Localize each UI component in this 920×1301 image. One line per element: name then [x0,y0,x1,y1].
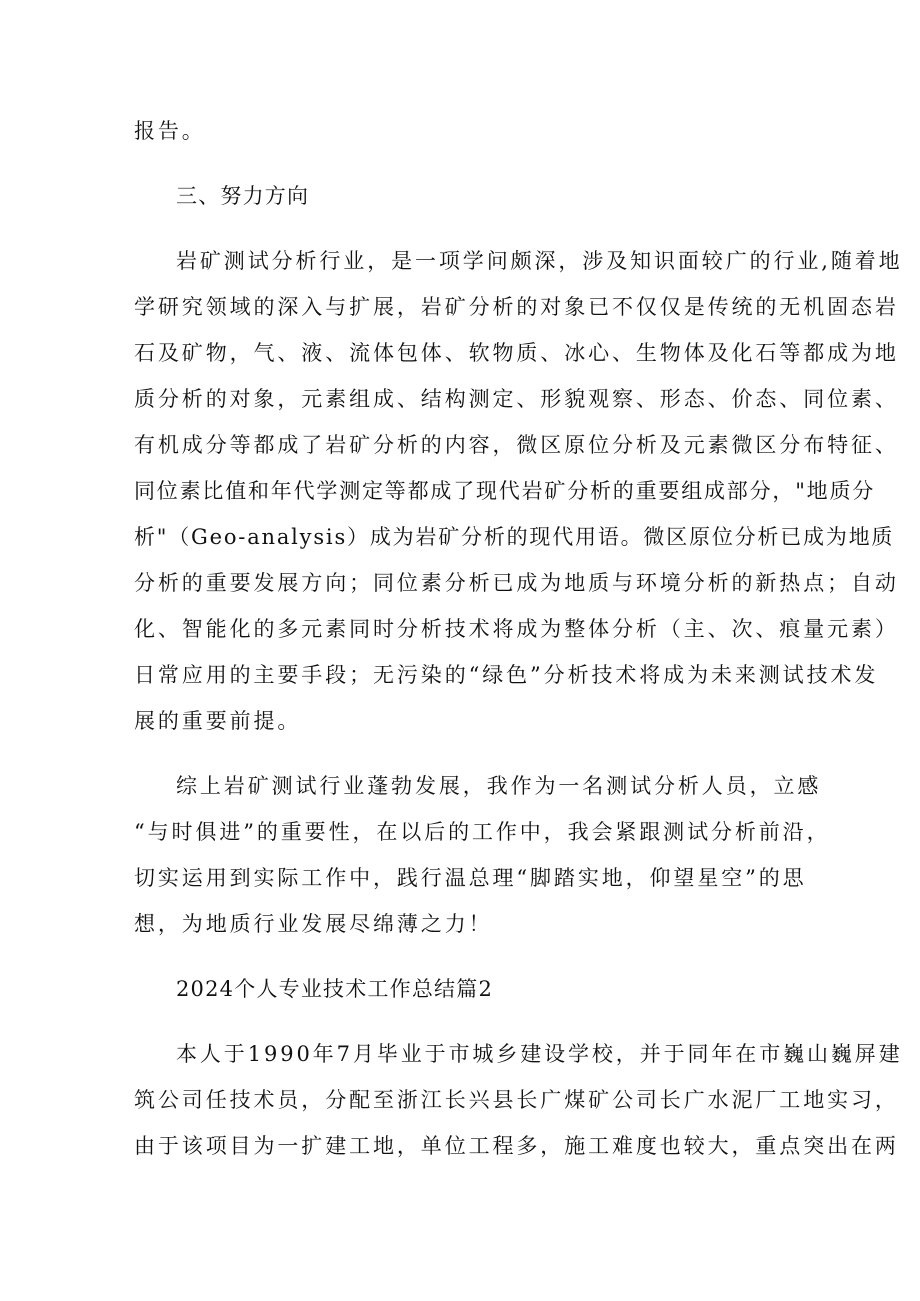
paragraph-line: 日常应用的主要手段；无污染的“绿色”分析技术将成为未来测试技术发 [134,663,879,687]
paragraph-line: 学研究领域的深入与扩展，岩矿分析的对象已不仅仅是传统的无机固态岩 [134,295,899,319]
paragraph-line: 展的重要前提。 [134,709,302,733]
paragraph-line: 报告。 [134,119,206,143]
paragraph-line: “与时俱进”的重要性，在以后的工作中，我会紧跟测试分析前沿， [134,820,831,844]
section-heading: 三、努力方向 [176,184,310,208]
paragraph-line: 由于该项目为一扩建工地，单位工程多，施工难度也较大，重点突出在两 [134,1134,899,1158]
paragraph-line: 析"（Geo-analysis）成为岩矿分析的现代用语。微区原位分析已成为地质 [134,525,895,549]
paragraph-line: 筑公司任技术员，分配至浙江长兴县长广煤矿公司长广水泥厂工地实习， [134,1088,899,1112]
paragraph-line: 质分析的对象，元素组成、结构测定、形貌观察、形态、价态、同位素、 [134,387,899,411]
paragraph-line: 石及矿物，气、液、流体包体、软物质、冰心、生物体及化石等都成为地 [134,341,899,365]
paragraph-line: 综上岩矿测试行业蓬勃发展，我作为一名测试分析人员，立感 [176,774,822,798]
paragraph-line: 分析的重要发展方向；同位素分析已成为地质与环境分析的新热点；自动 [134,571,899,595]
paragraph-line: 同位素比值和年代学测定等都成了现代岩矿分析的重要组成部分，"地质分 [134,479,876,503]
paragraph-line: 有机成分等都成了岩矿分析的内容，微区原位分析及元素微区分布特征、 [134,433,899,457]
paragraph-line: 岩矿测试分析行业，是一项学问颇深，涉及知识面较广的行业,随着地 [176,249,903,273]
paragraph-line: 想，为地质行业发展尽绵薄之力！ [134,912,493,936]
article-heading: 2024个人专业技术工作总结篇2 [176,977,494,1001]
paragraph-line: 切实运用到实际工作中，践行温总理“脚踏实地，仰望星空”的思 [134,866,807,890]
paragraph-line: 本人于1990年7月毕业于市城乡建设学校，并于同年在市巍山巍屏建 [176,1042,903,1066]
paragraph-line: 化、智能化的多元素同时分析技术将成为整体分析（主、次、痕量元素） [134,617,899,641]
